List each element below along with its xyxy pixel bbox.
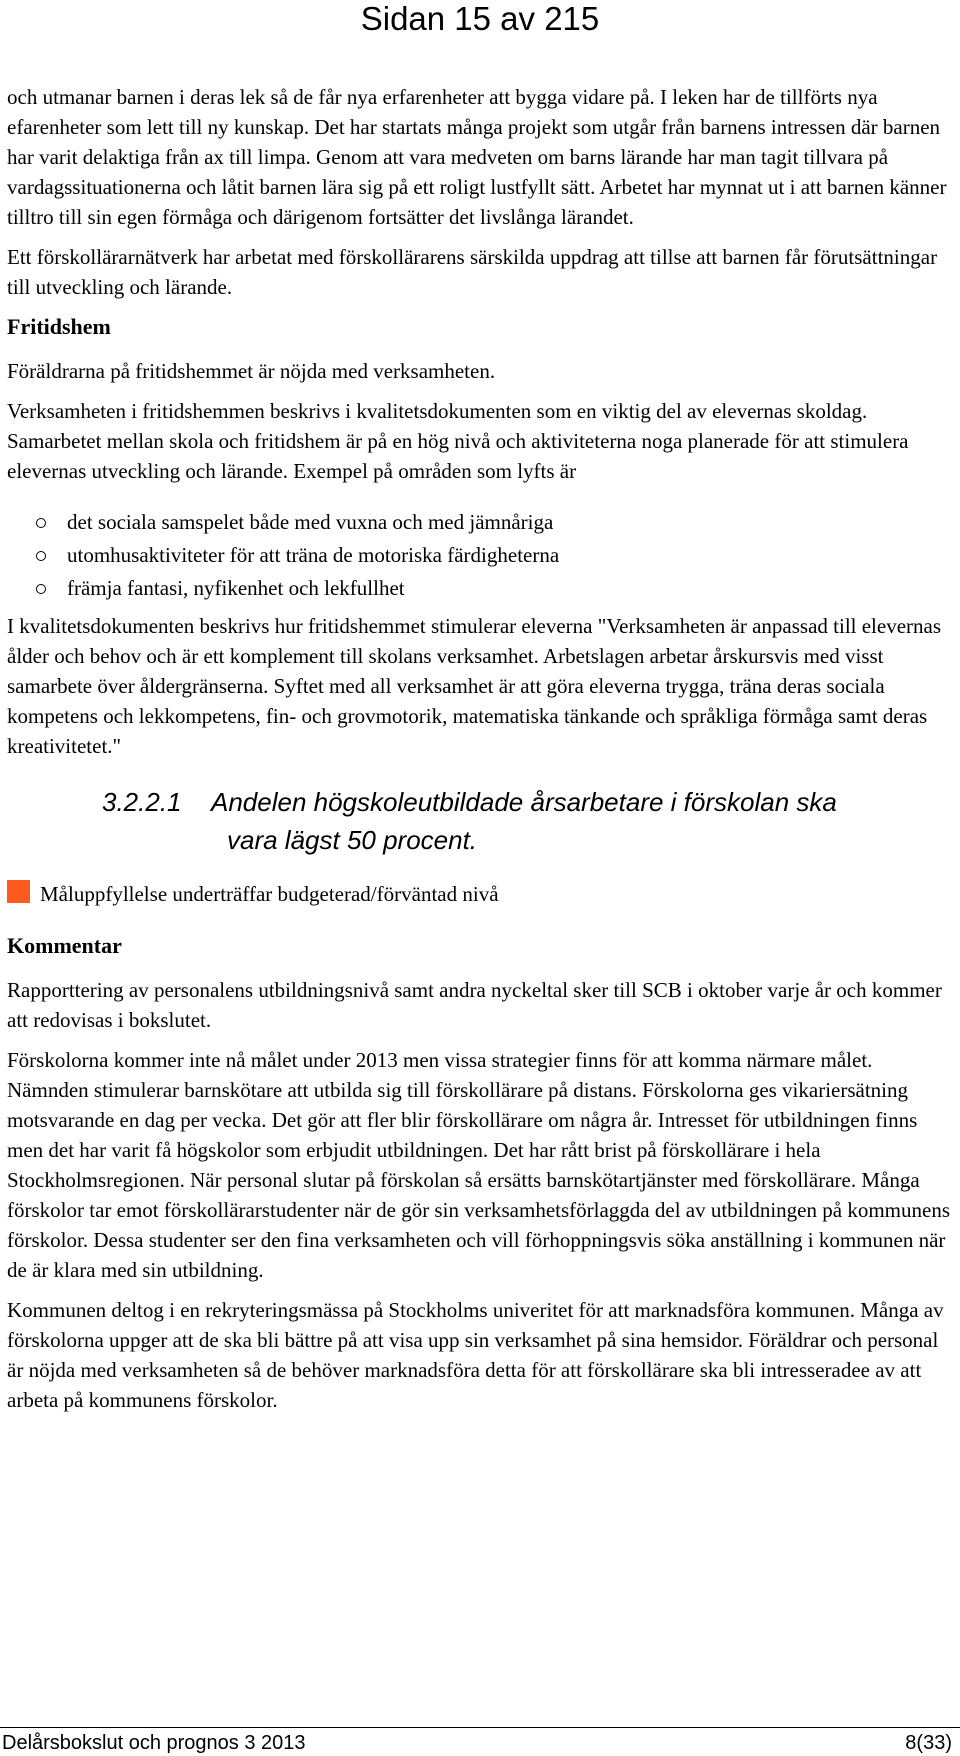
section-heading-kommentar: Kommentar (7, 933, 122, 958)
footer-page-number: 8(33) (905, 1732, 952, 1754)
paragraph-quote: I kvalitetsdokumenten beskrivs hur fritidshemmet stimulerar eleverna "Verksamheten är anpassad till elevernas ålder och behov och är ett komplement till skolans verksamhet. Arbetslagen arbetar årskursvis med visst samarbete över åldergränserna. Syftet med all verksamhet är att göra eleverna trygga, träna deras sociala kompetens och lekkompetens, fin- och grovmotorik, matematiska tänkande och språkliga förmåga samt deras kreativitetet." (7, 614, 942, 758)
page-footer (2, 1730, 952, 1756)
goal-title-line1: Andelen högskoleutbildade årsarbetare i förskolan ska (211, 787, 837, 817)
goal-number: 3.2.2.1 (102, 787, 182, 817)
paragraph-intro: och utmanar barnen i deras lek så de får nya erfarenheter att bygga vidare på. I leken har de tillförts nya efarenheter som lett till ny kunskap. Det har startats många projekt som utgår från barnens intressen där barnen har varit delaktiga från ax till limpa. Genom att vara medveten om barns lärande har man tagit tillvara på vardagssituationerna och låtit barnen lära sig på ett roligt lustfyllt sätt. Arbetet har mynnat ut i att barnen känner tilltro till sin egen förmåga och därigenom fortsätter det livslånga lärandet. (7, 85, 947, 229)
paragraph-reporting: Rapporttering av personalens utbildningsnivå samt andra nyckeltal sker till SCB i oktober varje år och kommer att redovisas i bokslutet. (7, 978, 942, 1032)
paragraph-parents: Föräldrarna på fritidshemmet är nöjda med verksamheten. (7, 359, 496, 383)
list-item: främja fantasi, nyfikenhet och lekfullhet (67, 572, 955, 605)
section-heading-fritidshem: Fritidshem (7, 314, 111, 339)
footer-divider (0, 1727, 960, 1728)
goal-heading (102, 783, 955, 859)
status-square-icon (7, 880, 30, 903)
paragraph-network: Ett förskollärarnätverk har arbetat med förskollärarens särskilda uppdrag att tillse att barnen får förutsättningar till utveckling och lärande. (7, 245, 938, 299)
paragraph-recruitment: Kommunen deltog i en rekryteringsmässa på Stockholms univeritet för att marknadsföra kommunen. Många av förskolorna uppger att de ska bli bättre på att visa upp sin verksamhet på sina hemsidor. Föräldrar och personal är nöjda med verksamheten så de behöver marknadsföra detta för att förskollärare ska bli intresseradee av att arbeta på kommunens förskolor. (7, 1298, 944, 1412)
status-text: Måluppfyllelse underträffar budgeterad/förväntad nivå (40, 882, 499, 906)
list-item: det sociala samspelet både med vuxna och med jämnåriga (67, 506, 955, 539)
goal-title-line2: vara lägst 50 procent. (227, 825, 478, 855)
goal-status (7, 879, 955, 909)
bullet-icon (36, 584, 46, 594)
document-body (7, 82, 955, 1425)
bullet-icon (36, 518, 46, 528)
goal-title (211, 783, 931, 859)
list-item: utomhusaktiviteter för att träna de motoriska färdigheterna (67, 539, 955, 572)
paragraph-strategies: Förskolorna kommer inte nå målet under 2013 men vissa strategier finns för att komma närmare målet. Nämnden stimulerar barnskötare att utbilda sig till förskollärare på distans. Förskolorna ges vikariersätning motsvarande en dag per vecka. Det gör att fler blir förskollärare om några år. Intresset för utbildningen finns men det har varit få högskolor som erbjudit utbildningen. Det har rått brist på förskollärare i hela Stockholmsregionen. När personal slutar på förskolan så ersätts barnskötartjänster med förskollärare. Många förskolor tar emot förskollärarstudenter när de gör sin verksamhetsförlaggda del av utbildningen på kommunens förskolor. Dessa studenter ser den fina verksamheten och vill förhoppningsvis söka anställning i kommunen när de är klara med sin utbildning. (7, 1048, 950, 1282)
paragraph-quality-docs: Verksamheten i fritidshemmen beskrivs i kvalitetsdokumenten som en viktig del av elevernas skoldag. Samarbetet mellan skola och fritidshem är på en hög nivå och aktiviteterna noga planerade för att stimulera elevernas utveckling och lärande. Exempel på områden som lyfts är (7, 399, 909, 483)
bullet-icon (36, 551, 46, 561)
bullet-list (7, 506, 955, 605)
page-header: Sidan 15 av 215 (360, 0, 600, 37)
footer-report-title: Delårsbokslut och prognos 3 2013 (2, 1732, 306, 1754)
